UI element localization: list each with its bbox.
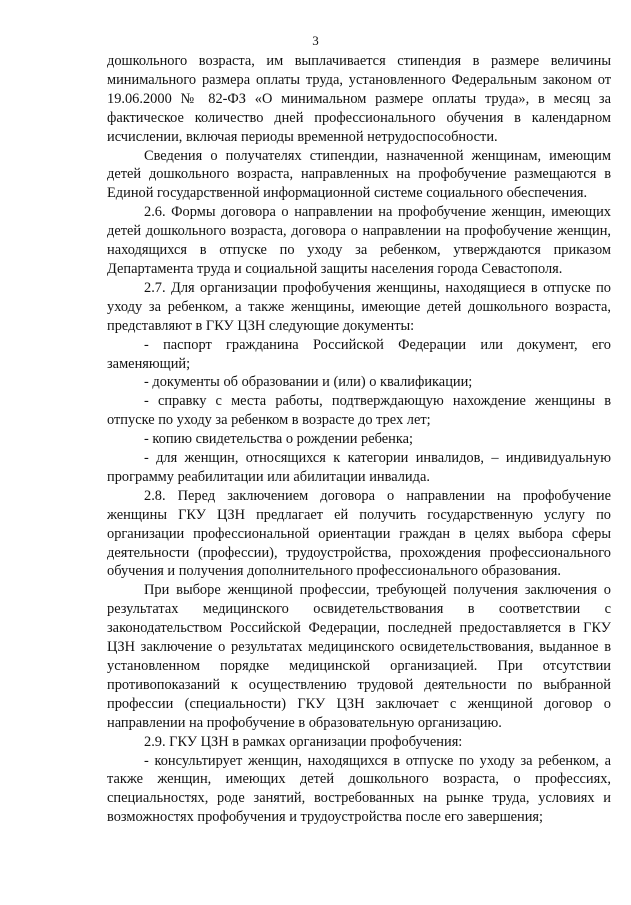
list-item-birth-certificate: - копию свидетельства о рождении ребенка; [144,431,414,448]
list-item-passport: - паспорт гражданина Российской Федерации или документ, его заменяющий; [107,336,611,372]
list-item-work-certificate: - справку с места работы, подтверждающую нахождение женщины в отпуске по уходу за ребенком в возрасте до трех лет; [107,393,611,429]
paragraph-2-9: 2.9. ГКУ ЦЗН в рамках организации профобучения: [144,733,463,750]
page-number: 3 [312,33,319,48]
paragraph-stipend-info: Сведения о получателях стипендии, назначенной женщинам, имеющим детей дошкольного возраста, направленных на профобучение размещаются в Единой государственной информационной системе социального обеспечения. [107,147,611,202]
paragraph-2-8: 2.8. Перед заключением договора о направлении на профобучение женщины ГКУ ЦЗН предлагает ей получить государственную услугу по организации профессиональной ориентации граждан в целях выбора сферы деятельности (профессии), трудоустройства, прохождения профессионального обучения и получения дополнительного профессионального образования. [107,487,611,580]
list-item-education-docs: - документы об образовании и (или) о квалификации; [144,374,473,391]
paragraph-2-6: 2.6. Формы договора о направлении на профобучение женщин, имеющих детей дошкольного возраста, договора о направлении на профобучение женщин, находящихся в отпуске по уходу за ребенком, утверждаются приказом Департамента труда и социальной защиты населения города Севастополя. [107,204,611,277]
paragraph-2-7: 2.7. Для организации профобучения женщины, находящиеся в отпуске по уходу за ребенком, а также женщины, имеющие детей дошкольного возраста, представляют в ГКУ ЦЗН следующие документы: [107,279,611,334]
document-body [107,52,611,827]
list-item-consulting: - консультирует женщин, находящихся в отпуске по уходу за ребенком, а также женщин, имеющих детей дошкольного возраста, о профессиях, специальностях, роде занятий, востребованных на рынке труда, условиях и возможностях профобучения и трудоустройства после его завершения; [107,752,611,826]
paragraph-medical-exam: При выборе женщиной профессии, требующей получения заключения о результатах медицинского освидетельствования в соответствии с законодательством Российской Федерации, последней предоставляется в ГКУ ЦЗН заключение о результатах медицинского освидетельствования, выданное в установленном порядке медицинской организацией. При отсутствии противопоказаний к осуществлению трудовой деятельности по выбранной профессии (специальности) ГКУ ЦЗН заключает с женщиной договор о направлении на профобучение в образовательную организацию. [107,582,611,731]
list-item-rehab-program: - для женщин, относящихся к категории инвалидов, – индивидуальную программу реабилитации или абилитации инвалида. [107,450,611,485]
paragraph-stipend-continuation: дошкольного возраста, им выплачивается стипендия в размере величины минимального размера оплаты труда, установленного Федеральным законом от 19.06.2000 № 82-ФЗ «О минимальном размере оплаты труда», в месяц за фактическое количество дней профессионального обучения в календарном исчислении, включая периоды временной нетрудоспособности. [107,53,611,145]
